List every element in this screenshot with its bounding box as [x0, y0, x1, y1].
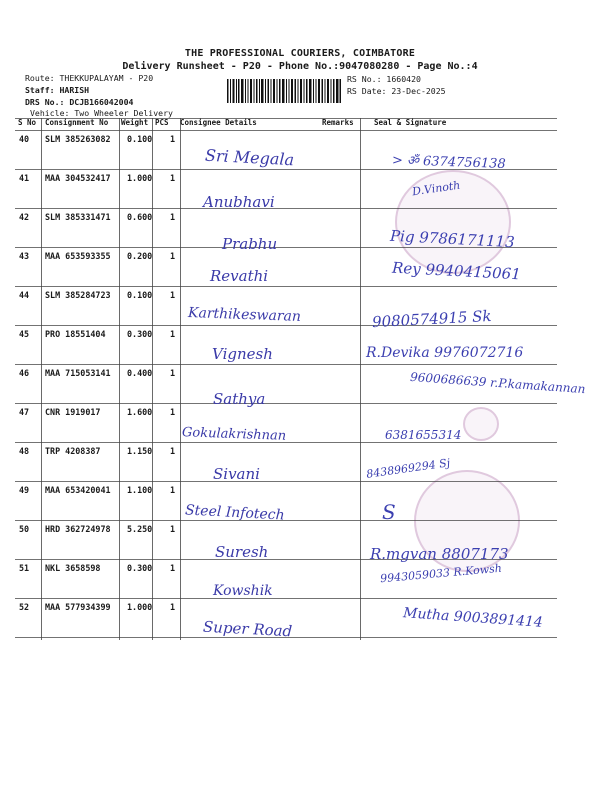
row-weight: 1.000: [127, 173, 153, 183]
row-consignment: SLM 385284723: [45, 290, 111, 300]
handwritten-consignee: Karthikeswaran: [187, 305, 302, 325]
row-sno: 41: [19, 173, 30, 183]
handwritten-consignee: Prabhu: [222, 235, 278, 253]
row-weight: 0.600: [127, 212, 153, 222]
rs-number: RS No.: 1660420: [347, 74, 421, 84]
handwritten-signature: 9943059033 R.Kowsh: [379, 561, 503, 586]
row-weight: 5.250: [127, 524, 153, 534]
row-pcs: 1: [170, 173, 176, 183]
handwritten-signature: R.Devika 9976072716: [366, 345, 524, 361]
row-weight: 0.100: [127, 290, 153, 300]
row-sno: 47: [19, 407, 30, 417]
handwritten-consignee: Suresh: [215, 543, 269, 561]
handwritten-signature: D.Vinoth: [411, 178, 462, 199]
row-sno: 48: [19, 446, 30, 456]
route-label: Route: THEKKUPALAYAM - P20: [25, 73, 154, 83]
handwritten-signature: S: [382, 500, 396, 524]
row-pcs: 1: [170, 290, 176, 300]
row-pcs: 1: [170, 524, 176, 534]
row-consignment: SLM 385263082: [45, 134, 111, 144]
row-consignment: MAA 577934399: [45, 602, 111, 612]
handwritten-consignee: Steel Infotech: [184, 502, 285, 524]
col-header-seal: Seal & Signature: [374, 118, 447, 127]
row-weight: 1.000: [127, 602, 153, 612]
row-consignment: NKL 3658598: [45, 563, 101, 573]
row-sno: 46: [19, 368, 30, 378]
row-weight: 0.300: [127, 563, 153, 573]
row-weight: 1.150: [127, 446, 153, 456]
row-consignment: MAA 653420041: [45, 485, 111, 495]
handwritten-consignee: Vignesh: [212, 345, 273, 363]
col-header-weight: Weight: [121, 118, 149, 127]
row-consignment: HRD 362724978: [45, 524, 111, 534]
row-sno: 40: [19, 134, 30, 144]
handwritten-signature: R.mgvan 8807173: [370, 545, 509, 563]
handwritten-consignee: Revathi: [210, 267, 269, 285]
row-consignment: CNR 1919017: [45, 407, 101, 417]
row-pcs: 1: [170, 407, 176, 417]
row-consignment: PRO 18551404: [45, 329, 106, 339]
row-consignment: MAA 715053141: [45, 368, 111, 378]
col-header-consignment: Consignment No: [45, 118, 109, 127]
rs-date: RS Date: 23-Dec-2025: [347, 86, 446, 96]
row-pcs: 1: [170, 602, 176, 612]
row-weight: 1.600: [127, 407, 153, 417]
vehicle-label: Vehicle: Two Wheeler Delivery: [30, 108, 173, 118]
col-header-remarks: Remarks: [322, 118, 354, 127]
drs-number: DRS No.: DCJB166042004: [25, 97, 134, 107]
row-consignment: TRP 4208387: [45, 446, 101, 456]
row-sno: 52: [19, 602, 30, 612]
handwritten-signature: Mutha 9003891414: [402, 605, 544, 631]
handwritten-consignee: Gokulakrishnan: [181, 425, 287, 444]
row-sno: 50: [19, 524, 30, 534]
row-sno: 49: [19, 485, 30, 495]
handwritten-signature: 6381655314: [385, 428, 462, 442]
handwritten-consignee: Sivani: [213, 465, 260, 483]
handwritten-signature: 9080574915 Sk: [371, 306, 492, 332]
staff-label: Staff: HARISH: [25, 85, 90, 95]
row-consignment: MAA 304532417: [45, 173, 111, 183]
handwritten-signature: 9600686639 r.P.kamakannan: [409, 369, 586, 397]
row-consignment: MAA 653593355: [45, 251, 111, 261]
row-pcs: 1: [170, 251, 176, 261]
row-pcs: 1: [170, 368, 176, 378]
col-header-consignee: Consignee Details: [180, 118, 257, 127]
barcode: [227, 79, 341, 103]
row-pcs: 1: [170, 329, 176, 339]
handwritten-signature: Rey 9940415061: [391, 258, 522, 284]
handwritten-consignee: Kowshik: [213, 583, 273, 599]
row-sno: 44: [19, 290, 30, 300]
col-header-sno: S No: [18, 118, 37, 127]
handwritten-consignee: Anubhavi: [203, 193, 275, 211]
row-weight: 0.200: [127, 251, 153, 261]
row-weight: 1.100: [127, 485, 153, 495]
row-sno: 51: [19, 563, 30, 573]
row-sno: 43: [19, 251, 30, 261]
runsheet-subtitle: Delivery Runsheet - P20 - Phone No.:9047080280 - Page No.:4: [122, 61, 478, 72]
company-title: THE PROFESSIONAL COURIERS, COIMBATORE: [184, 48, 416, 59]
row-pcs: 1: [170, 134, 176, 144]
row-pcs: 1: [170, 563, 176, 573]
row-consignment: SLM 385331471: [45, 212, 111, 222]
col-header-pcs: PCS: [155, 118, 169, 127]
row-pcs: 1: [170, 446, 176, 456]
row-weight: 0.400: [127, 368, 153, 378]
row-pcs: 1: [170, 212, 176, 222]
handwritten-signature: Pig 9786171113: [389, 226, 516, 252]
handwritten-signature: > ॐ 6374756138: [391, 153, 506, 172]
row-sno: 42: [19, 212, 30, 222]
handwritten-consignee: Sri Megala: [204, 145, 295, 170]
row-weight: 0.100: [127, 134, 153, 144]
row-weight: 0.300: [127, 329, 153, 339]
handwritten-consignee: Sathya: [213, 390, 266, 408]
handwritten-consignee: Super Road: [202, 617, 293, 641]
handwritten-signature: 8438969294 Sj: [365, 456, 451, 481]
row-pcs: 1: [170, 485, 176, 495]
row-sno: 45: [19, 329, 30, 339]
